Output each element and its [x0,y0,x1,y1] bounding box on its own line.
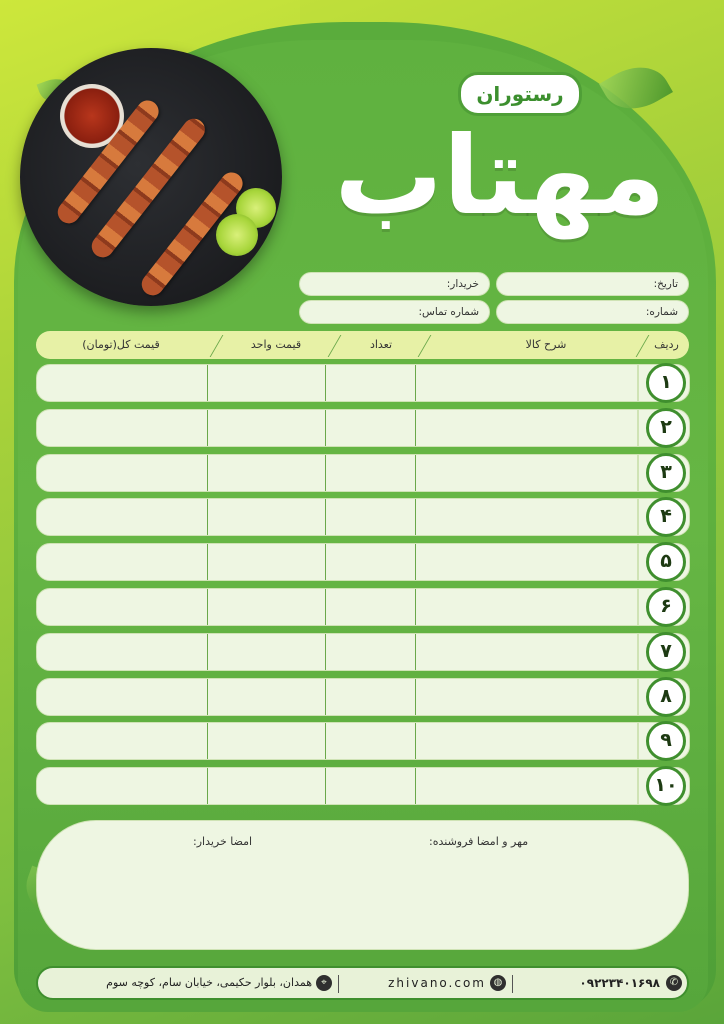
column-divider [325,768,326,804]
phone-icon: ✆ [666,975,682,991]
footer-phone: ٠٩٢٢٣۴٠١۶٩٨ [579,976,660,990]
column-divider [207,679,208,715]
signature-box[interactable] [36,820,689,950]
location-icon: ⌖ [316,975,332,991]
column-divider [207,634,208,670]
footer-address: همدان، بلوار حکیمی، خیابان سام، کوچه سوم [106,976,312,989]
buyer-label: خریدار: [446,278,479,290]
table-row[interactable] [36,498,638,536]
table-row[interactable] [36,767,638,805]
column-divider [207,544,208,580]
row-number-badge: ٣ [646,453,686,493]
table-row[interactable] [36,588,638,626]
seller-signature-label: مهر و امضا فروشنده: [429,835,529,848]
column-divider [415,589,416,625]
column-divider [325,455,326,491]
number-field[interactable] [496,300,689,324]
row-number-badge: ۶ [646,587,686,627]
buyer-field[interactable] [299,272,490,296]
column-divider [207,410,208,446]
column-divider [325,679,326,715]
header-total-price: قیمت کل(تومان) [82,338,160,351]
table-row[interactable] [36,722,638,760]
row-number-badge: ١ [646,363,686,403]
row-number-badge: ٢ [646,408,686,448]
header-unit-price: قیمت واحد [250,338,302,351]
table-row[interactable] [36,543,638,581]
column-divider [325,410,326,446]
footer-separator [512,975,513,993]
column-divider [325,589,326,625]
contact-field[interactable] [299,300,490,324]
column-divider [325,723,326,759]
row-number-badge: ٩ [646,721,686,761]
column-divider [415,544,416,580]
column-divider [207,499,208,535]
header-description: شرح کالا [525,338,567,351]
column-divider [207,768,208,804]
row-number-badge: ٧ [646,632,686,672]
column-divider [415,410,416,446]
column-divider [415,499,416,535]
table-row[interactable] [36,454,638,492]
column-divider [415,634,416,670]
restaurant-title: مهتاب [334,114,666,239]
column-divider [207,723,208,759]
column-divider [415,723,416,759]
column-divider [207,589,208,625]
column-divider [207,365,208,401]
row-number-badge: ۵ [646,542,686,582]
column-divider [325,634,326,670]
header-row-number: ردیف [654,338,679,351]
column-divider [415,768,416,804]
column-divider [325,365,326,401]
row-number-badge: ١٠ [646,766,686,806]
contact-label: شماره تماس: [418,306,479,318]
column-divider [415,679,416,715]
column-divider [207,455,208,491]
globe-icon: ◍ [490,975,506,991]
table-row[interactable] [36,409,638,447]
row-number-badge: ۴ [646,497,686,537]
table-row[interactable] [36,364,638,402]
table-row[interactable] [36,633,638,671]
lime-slice [216,214,258,256]
restaurant-badge: رستوران [458,72,582,116]
table-row[interactable] [36,678,638,716]
header-quantity: تعداد [369,338,393,351]
footer-separator [338,975,339,993]
column-divider [325,499,326,535]
date-label: تاریخ: [653,278,678,290]
footer-website[interactable]: zhivano.com [388,976,486,990]
row-number-badge: ٨ [646,677,686,717]
date-field[interactable] [496,272,689,296]
column-divider [415,455,416,491]
column-divider [325,544,326,580]
number-label: شماره: [645,306,678,318]
table-header [36,331,689,359]
contact-footer [36,966,689,1000]
buyer-signature-label: امضا خریدار: [193,835,253,848]
column-divider [415,365,416,401]
